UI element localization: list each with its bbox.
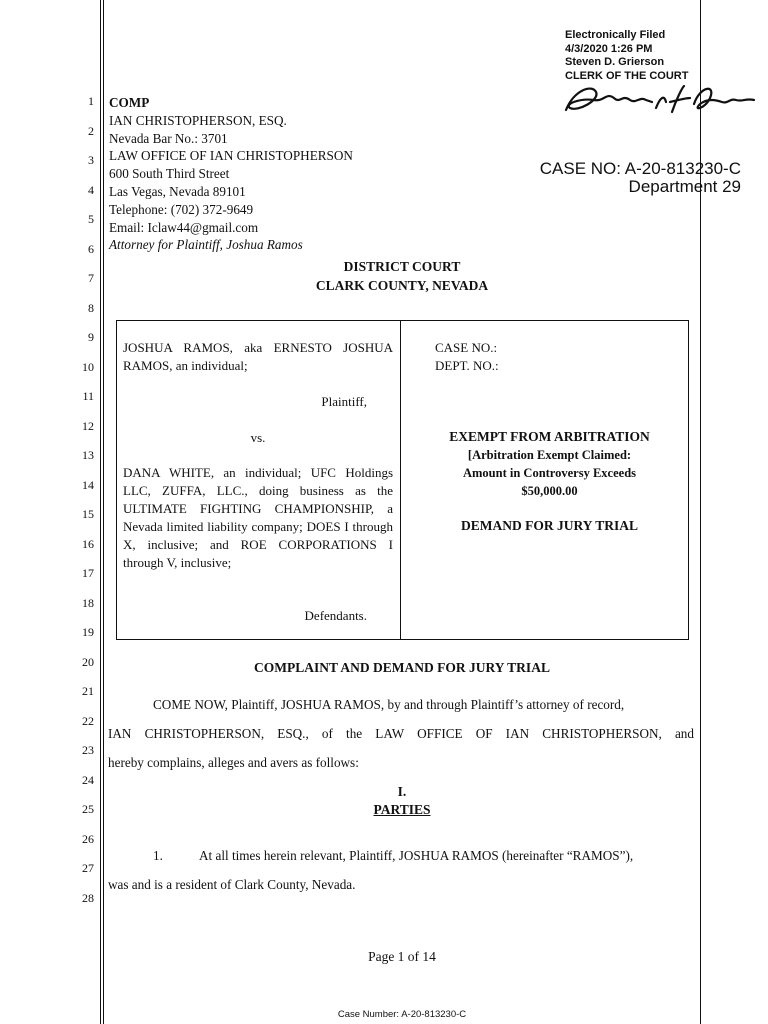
filing-stamp-line: Steven D. Grierson — [565, 56, 665, 68]
intro-line-2: IAN CHRISTOPHERSON, ESQ., of the LAW OFFICE OF IAN CHRISTOPHERSON, and — [108, 726, 694, 741]
caption-defendants-label: Defendants. — [304, 608, 367, 623]
line-number: 8 — [88, 301, 94, 315]
paragraph-1-line-1: At all times herein relevant, Plaintiff, JOSHUA RAMOS (hereinafter “RAMOS”), — [199, 848, 634, 863]
line-number: 5 — [88, 212, 94, 226]
line-number: 18 — [82, 596, 94, 610]
clerk-signature-image — [560, 78, 760, 120]
caption-divider — [400, 321, 401, 639]
line-number: 25 — [82, 802, 94, 816]
amount-value: $50,000.00 — [521, 484, 578, 498]
filing-stamp-line: CLERK OF THE COURT — [565, 69, 689, 82]
filing-stamp-line: Electronically Filed — [565, 29, 666, 41]
case-stamp-department: Department 29 — [628, 177, 741, 196]
intro-paragraph — [108, 690, 694, 777]
line-number: 19 — [82, 625, 94, 639]
line-number: 26 — [82, 832, 94, 846]
paragraph-1-line-2: was and is a resident of Clark County, Nevada. — [108, 877, 356, 892]
line-number: 28 — [82, 891, 94, 905]
left-margin-rule-inner — [103, 0, 104, 1024]
footer-case-number: Case Number: A-20-813230-C — [337, 1009, 467, 1020]
line-number: 11 — [82, 389, 94, 403]
line-number: 17 — [82, 566, 94, 580]
line-number: 9 — [88, 330, 94, 344]
attorney-email: Email: Iclaw44@gmail.com — [109, 219, 259, 235]
attorney-header — [109, 94, 353, 254]
caption-dept-no-label: DEPT. NO.: — [435, 358, 499, 373]
court-county: CLARK COUNTY, NEVADA — [315, 278, 489, 293]
caption-plaintiff: JOSHUA RAMOS, aka ERNESTO JOSHUA RAMOS, an individual; — [123, 340, 393, 373]
case-stamp-number: CASE NO: A-20-813230-C — [539, 159, 741, 178]
filing-stamp — [565, 29, 688, 83]
line-number: 20 — [82, 655, 94, 669]
document-code: COMP — [109, 95, 150, 110]
court-name: DISTRICT COURT — [343, 259, 461, 274]
line-number: 6 — [88, 242, 94, 256]
caption-plaintiff-label: Plaintiff, — [321, 394, 367, 409]
attorney-city: Las Vegas, Nevada 89101 — [109, 183, 246, 199]
court-heading — [104, 257, 700, 295]
attorney-name: IAN CHRISTOPHERSON, ESQ. — [109, 112, 287, 128]
left-margin-rule-outer — [100, 0, 101, 1024]
line-number: 7 — [88, 271, 94, 285]
line-number: 2 — [88, 124, 94, 138]
paragraph-1-number: 1. — [153, 848, 163, 863]
paragraph-1 — [108, 841, 694, 899]
page-number: Page 1 of 14 — [368, 949, 436, 964]
line-number: 15 — [82, 507, 94, 521]
section-title: PARTIES — [373, 802, 431, 817]
line-number: 1 — [88, 94, 94, 108]
attorney-bar-number: Nevada Bar No.: 3701 — [109, 130, 228, 146]
line-number: 14 — [82, 478, 94, 492]
line-number: 10 — [82, 360, 94, 374]
line-number: 22 — [82, 714, 94, 728]
case-caption-box — [116, 320, 689, 640]
line-number: 21 — [82, 684, 94, 698]
filing-stamp-line: 4/3/2020 1:26 PM — [565, 42, 653, 55]
line-number: 27 — [82, 861, 94, 875]
line-number: 13 — [82, 448, 94, 462]
right-margin-rule — [700, 0, 701, 1024]
line-number: 3 — [88, 153, 94, 167]
exempt-claimed-line: [Arbitration Exempt Claimed: — [467, 448, 632, 462]
caption-case-no-label: CASE NO.: — [435, 340, 498, 355]
complaint-title: COMPLAINT AND DEMAND FOR JURY TRIAL — [254, 660, 550, 675]
amount-in-controversy-line: Amount in Controversy Exceeds — [462, 466, 637, 480]
case-stamp — [540, 160, 741, 196]
line-number: 16 — [82, 537, 94, 551]
caption-defendants: DANA WHITE, an individual; UFC Holdings LLC, ZUFFA, LLC., doing business as the ULTIMATE FIGHTING CHAMPIONSHIP, a Nevada limited liability company; DOES I through X, inclusive; and ROE CORPORATIONS I through V, inclusive; — [123, 465, 393, 570]
line-number: 4 — [88, 183, 94, 197]
attorney-telephone: Telephone: (702) 372-9649 — [109, 201, 254, 217]
line-number: 24 — [82, 773, 94, 787]
section-numeral: I. — [397, 784, 407, 799]
section-heading — [104, 783, 700, 819]
line-number: 12 — [82, 419, 94, 433]
exempt-from-arbitration-title: EXEMPT FROM ARBITRATION — [449, 429, 650, 444]
intro-line-3: hereby complains, alleges and avers as follows: — [108, 755, 359, 770]
caption-vs: vs. — [250, 430, 266, 445]
attorney-role: Attorney for Plaintiff, Joshua Ramos — [109, 237, 303, 253]
attorney-firm: LAW OFFICE OF IAN CHRISTOPHERSON — [109, 148, 353, 164]
attorney-street: 600 South Third Street — [109, 166, 230, 182]
demand-for-jury-trial-caption: DEMAND FOR JURY TRIAL — [461, 518, 638, 533]
intro-line-1: COME NOW, Plaintiff, JOSHUA RAMOS, by and through Plaintiff’s attorney of record, — [153, 697, 625, 712]
line-number: 23 — [82, 743, 94, 757]
